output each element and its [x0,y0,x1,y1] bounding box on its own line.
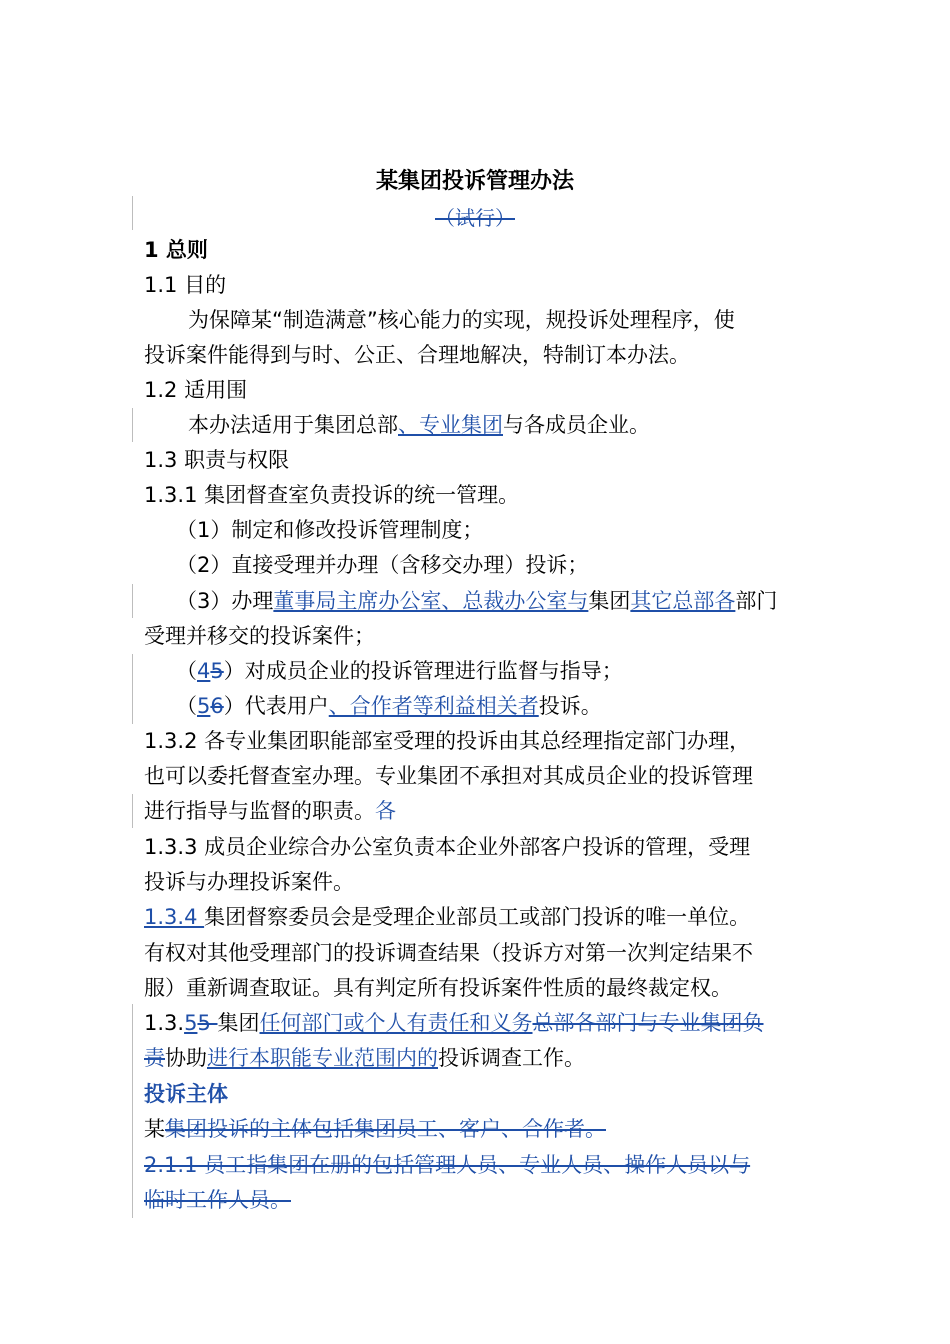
change-bar [132,794,133,828]
text: 集团 [588,589,631,613]
doc-title: 某集团投诉管理办法 [375,169,574,194]
paragraph: 也可以委托督查室办理。专业集团不承担对其成员企业的投诉管理 [144,764,753,788]
section-1-3-2: 1.3.2 各专业集团职能部室受理的投诉由其总经理指定部门办理， [144,729,751,753]
text: （ [176,659,197,683]
paragraph: 为保障某“制造满意”核心能力的实现，规投诉处理程序，使 [188,308,735,332]
deleted-text: 临时工作人员。 [144,1188,291,1212]
list-item: （1）制定和修改投诉管理制度； [176,518,484,542]
change-bar [132,408,133,442]
section-1-3: 1.3 职责与权限 [144,448,290,472]
deleted-text: 总部各部门与专业集团负 [532,1011,764,1035]
text: 某 [144,1117,165,1141]
deleted-text: 6 [210,694,224,718]
inserted-text: 、专业集团 [398,413,503,437]
text: 部门 [735,589,778,613]
deleted-text: 5 [197,1011,218,1035]
text: 投诉。 [538,694,602,718]
change-bar [132,584,133,618]
deleted-text: 责 [144,1046,165,1070]
doc-subtitle [0,202,950,231]
deleted-text: 2.1.1 员工指集团在册的包括管理人员、专业人员、操作人员以与 [144,1153,751,1177]
inserted-text: 其它总部各 [630,589,736,613]
paragraph: 服）重新调查取证。具有判定所有投诉案件性质的最终裁定权。 [144,976,732,1000]
text: 集团 [217,1011,260,1035]
inserted-text: 任何部门或个人有责任和义务 [259,1011,533,1035]
text: 投诉调查工作。 [438,1046,585,1070]
list-item: （2）直接受理并办理（含移交办理）投诉； [176,553,589,577]
inserted-text: 进行本职能专业范围内的 [207,1046,438,1070]
inserted-text: 董事局主席办公室、总裁办公室与 [273,589,589,613]
text: （ [176,694,197,718]
paragraph: 投诉案件能得到与时、公正、合理地解决，特制订本办法。 [144,343,690,367]
deleted-text: （试行） [435,206,515,230]
paragraph [144,1148,814,1183]
inserted-text: 、合作者等利益相关者 [328,694,539,718]
inserted-text: 各 [375,799,396,823]
inserted-text: 1.3.4 [144,905,205,929]
paragraph [144,1112,814,1147]
text: 1.3. [144,1011,185,1035]
text: ）对成员企业的投诉管理进行监督与指导； [223,659,623,683]
deleted-text: 集团投诉的主体包括集团员工、客户、合作者。 [165,1117,606,1141]
paragraph: 投诉与办理投诉案件。 [144,870,354,894]
inserted-text: 5 [184,1011,198,1035]
change-bar [132,654,133,724]
inserted-text: 4 [197,659,211,683]
heading-complaint-subject: 投诉主体 [144,1082,228,1106]
section-1-2: 1.2 适用围 [144,378,248,402]
paragraph [144,1041,814,1076]
paragraph [144,408,858,443]
text: 集团督察委员会是受理企业部员工或部门投诉的唯一单位。 [204,905,751,929]
change-bar [132,1004,133,1218]
text: 协助 [165,1046,207,1070]
list-item [144,689,846,724]
text: 本办法适用于集团总部 [188,413,398,437]
list-item [144,584,846,619]
paragraph [144,1183,814,1218]
section-1-1: 1.1 目的 [144,273,227,297]
section-1-3-4 [144,900,814,935]
section-1-3-1: 1.3.1 集团督查室负责投诉的统一管理。 [144,483,520,507]
heading-general: 1 总则 [144,238,208,262]
text: 进行指导与监督的职责。 [144,799,375,823]
text: 与各成员企业。 [503,413,650,437]
paragraph: 有权对其他受理部门的投诉调查结果（投诉方对第一次判定结果不 [144,941,753,965]
inserted-text: 5 [197,694,211,718]
list-item [144,654,846,689]
section-1-3-3: 1.3.3 成员企业综合办公室负责本企业外部客户投诉的管理，受理 [144,835,751,859]
deleted-text: 5 [210,659,224,683]
paragraph [144,794,814,829]
list-item-continued: 受理并移交的投诉案件； [144,624,375,648]
text: （3）办理 [176,589,274,613]
text: ）代表用户 [223,694,329,718]
section-1-3-5 [144,1006,814,1041]
